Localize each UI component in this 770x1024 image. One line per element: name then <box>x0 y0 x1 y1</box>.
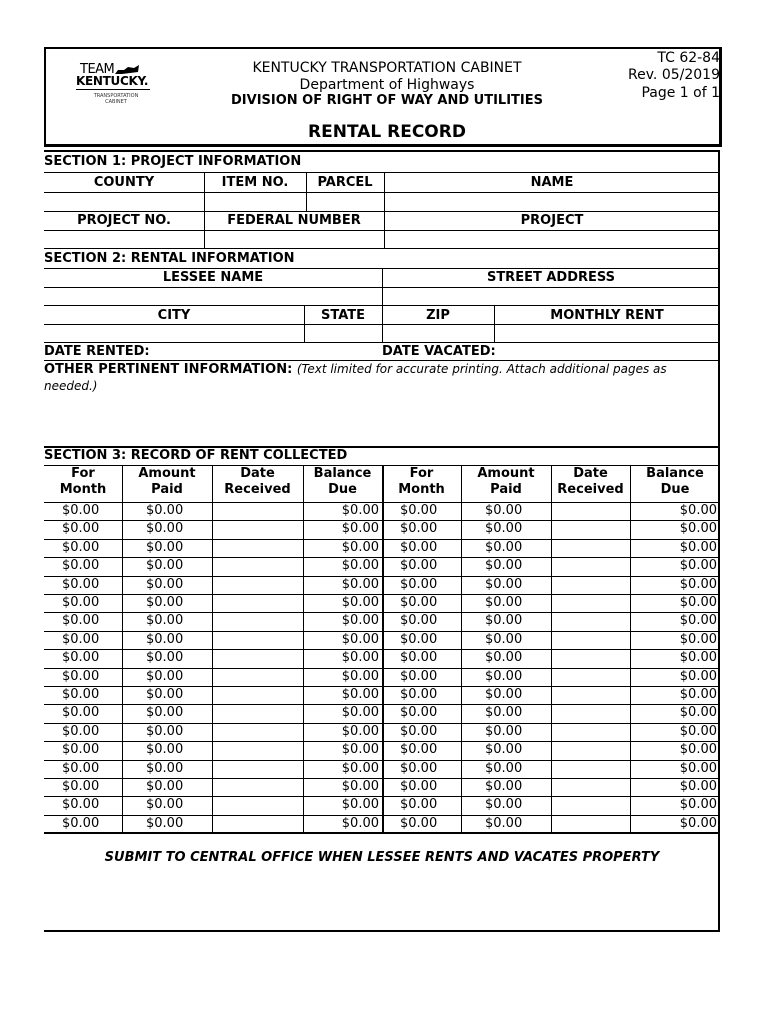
for-month-cell: $0.00 <box>62 797 100 813</box>
divider <box>44 230 720 231</box>
for-month-cell: $0.00 <box>400 539 438 555</box>
section2-heading: SECTION 2: RENTAL INFORMATION <box>44 251 295 266</box>
for-month-cell: $0.00 <box>62 595 100 610</box>
for-month-cell: $0.00 <box>400 631 438 647</box>
parcel-label: PARCEL <box>317 175 373 190</box>
amount-paid-cell: $0.00 <box>146 705 184 721</box>
division-name: DIVISION OF RIGHT OF WAY AND UTILITIES <box>231 93 543 108</box>
divider <box>384 172 385 211</box>
for-month-cell: $0.00 <box>62 613 100 629</box>
balance-due-cell: $0.00 <box>341 650 379 666</box>
divider <box>44 342 720 343</box>
agency-name: KENTUCKY TRANSPORTATION CABINET <box>252 60 522 76</box>
balance-due-cell: $0.00 <box>341 558 379 574</box>
balance-due-cell: $0.00 <box>341 613 379 629</box>
for-month-cell: $0.00 <box>400 558 438 574</box>
other-info-title: OTHER PERTINENT INFORMATION: <box>44 362 293 377</box>
balance-due-cell: $0.00 <box>341 539 379 555</box>
amount-paid-cell: $0.00 <box>485 631 523 647</box>
state-label: STATE <box>320 308 366 323</box>
amount-paid-cell: $0.00 <box>146 613 184 629</box>
for-month-cell: $0.00 <box>400 723 438 739</box>
for-month-cell: $0.00 <box>62 539 100 555</box>
for-month-cell: $0.00 <box>62 668 100 684</box>
balance-due-cell: $0.00 <box>679 668 717 684</box>
rent-column-header: Balance Due <box>646 466 704 497</box>
name-label: NAME <box>530 175 574 190</box>
other-info-note-continued: needed.) <box>44 379 98 393</box>
for-month-cell: $0.00 <box>400 503 438 518</box>
amount-paid-cell: $0.00 <box>485 723 523 739</box>
balance-due-cell: $0.00 <box>679 779 717 794</box>
balance-due-cell: $0.00 <box>341 815 379 831</box>
rent-column-header: Date Received <box>557 466 624 497</box>
balance-due-cell: $0.00 <box>341 631 379 647</box>
balance-due-cell: $0.00 <box>679 631 717 647</box>
section1-heading: SECTION 1: PROJECT INFORMATION <box>44 154 302 169</box>
amount-paid-cell: $0.00 <box>146 723 184 739</box>
for-month-cell: $0.00 <box>400 742 438 758</box>
rent-column-header: Amount Paid <box>477 466 535 497</box>
amount-paid-cell: $0.00 <box>485 687 523 702</box>
for-month-cell: $0.00 <box>400 650 438 666</box>
amount-paid-cell: $0.00 <box>485 613 523 629</box>
amount-paid-cell: $0.00 <box>146 503 184 518</box>
logo-team-text: TEAM <box>80 62 115 77</box>
for-month-cell: $0.00 <box>62 779 100 794</box>
rent-column-header: For Month <box>398 466 445 497</box>
amount-paid-cell: $0.00 <box>146 742 184 758</box>
balance-due-cell: $0.00 <box>341 779 379 794</box>
divider <box>44 150 720 152</box>
amount-paid-cell: $0.00 <box>146 521 184 537</box>
amount-paid-cell: $0.00 <box>485 742 523 758</box>
for-month-cell: $0.00 <box>62 742 100 758</box>
balance-due-cell: $0.00 <box>679 539 717 555</box>
balance-due-cell: $0.00 <box>679 576 717 592</box>
balance-due-cell: $0.00 <box>679 650 717 666</box>
for-month-cell: $0.00 <box>400 797 438 813</box>
divider <box>44 211 720 212</box>
amount-paid-cell: $0.00 <box>146 539 184 555</box>
logo-kentucky-text: KENTUCKY. <box>76 74 149 88</box>
rent-column-header: Amount Paid <box>138 466 196 497</box>
for-month-cell: $0.00 <box>400 595 438 610</box>
divider <box>384 211 385 248</box>
divider <box>44 248 720 249</box>
date-rented-label: DATE RENTED: <box>44 344 150 359</box>
amount-paid-cell: $0.00 <box>146 650 184 666</box>
monthly-rent-label: MONTHLY RENT <box>550 308 664 323</box>
amount-paid-cell: $0.00 <box>485 705 523 721</box>
balance-due-cell: $0.00 <box>679 687 717 702</box>
for-month-cell: $0.00 <box>400 613 438 629</box>
for-month-cell: $0.00 <box>400 668 438 684</box>
balance-due-cell: $0.00 <box>341 521 379 537</box>
item-no-label: ITEM NO. <box>221 175 289 190</box>
balance-due-cell: $0.00 <box>679 613 717 629</box>
for-month-cell: $0.00 <box>62 631 100 647</box>
balance-due-cell: $0.00 <box>341 668 379 684</box>
amount-paid-cell: $0.00 <box>146 558 184 574</box>
amount-paid-cell: $0.00 <box>146 797 184 813</box>
amount-paid-cell: $0.00 <box>485 815 523 831</box>
department-name: Department of Highways <box>299 77 475 93</box>
federal-number-label: FEDERAL NUMBER <box>227 213 361 228</box>
balance-due-cell: $0.00 <box>341 760 379 776</box>
balance-due-cell: $0.00 <box>679 760 717 776</box>
balance-due-cell: $0.00 <box>679 503 717 518</box>
form-title: RENTAL RECORD <box>308 122 466 142</box>
balance-due-cell: $0.00 <box>679 723 717 739</box>
balance-due-cell: $0.00 <box>341 576 379 592</box>
divider <box>382 305 383 342</box>
divider <box>204 211 205 248</box>
balance-due-cell: $0.00 <box>679 558 717 574</box>
other-info-label <box>44 362 667 377</box>
street-address-label: STREET ADDRESS <box>486 270 616 285</box>
rent-column-header: Date Received <box>224 466 291 497</box>
for-month-cell: $0.00 <box>62 815 100 831</box>
amount-paid-cell: $0.00 <box>485 779 523 794</box>
submit-instruction: SUBMIT TO CENTRAL OFFICE WHEN LESSEE RENTS AND VACATES PROPERTY <box>104 850 660 865</box>
amount-paid-cell: $0.00 <box>485 650 523 666</box>
divider <box>494 305 495 342</box>
amount-paid-cell: $0.00 <box>485 558 523 574</box>
logo-sub-text: TRANSPORTATION CABINET <box>93 93 139 105</box>
balance-due-cell: $0.00 <box>341 687 379 702</box>
for-month-cell: $0.00 <box>400 760 438 776</box>
for-month-cell: $0.00 <box>400 815 438 831</box>
for-month-cell: $0.00 <box>400 521 438 537</box>
zip-label: ZIP <box>426 308 450 323</box>
divider <box>44 192 720 193</box>
for-month-cell: $0.00 <box>62 576 100 592</box>
amount-paid-cell: $0.00 <box>146 760 184 776</box>
balance-due-cell: $0.00 <box>341 705 379 721</box>
rent-column-header: Balance Due <box>313 466 372 497</box>
amount-paid-cell: $0.00 <box>485 503 523 518</box>
for-month-cell: $0.00 <box>62 687 100 702</box>
date-vacated-label: DATE VACATED: <box>382 344 496 359</box>
balance-due-cell: $0.00 <box>679 705 717 721</box>
amount-paid-cell: $0.00 <box>146 668 184 684</box>
for-month-cell: $0.00 <box>62 521 100 537</box>
amount-paid-cell: $0.00 <box>485 576 523 592</box>
amount-paid-cell: $0.00 <box>485 668 523 684</box>
form-revision: Rev. 05/2019 <box>628 67 720 83</box>
divider <box>382 268 383 305</box>
amount-paid-cell: $0.00 <box>485 595 523 610</box>
section3-heading: SECTION 3: RECORD OF RENT COLLECTED <box>44 448 348 463</box>
for-month-cell: $0.00 <box>400 779 438 794</box>
balance-due-cell: $0.00 <box>679 797 717 813</box>
balance-due-cell: $0.00 <box>341 723 379 739</box>
balance-due-cell: $0.00 <box>341 595 379 610</box>
balance-due-cell: $0.00 <box>341 797 379 813</box>
form-number: TC 62-84 <box>657 50 720 66</box>
for-month-cell: $0.00 <box>400 705 438 721</box>
for-month-cell: $0.00 <box>62 705 100 721</box>
city-label: CITY <box>157 308 191 323</box>
amount-paid-cell: $0.00 <box>146 595 184 610</box>
for-month-cell: $0.00 <box>62 503 100 518</box>
for-month-cell: $0.00 <box>62 650 100 666</box>
amount-paid-cell: $0.00 <box>146 779 184 794</box>
balance-due-cell: $0.00 <box>679 815 717 831</box>
divider <box>204 172 205 211</box>
balance-due-cell: $0.00 <box>679 521 717 537</box>
project-no-label: PROJECT NO. <box>77 213 171 228</box>
for-month-cell: $0.00 <box>62 760 100 776</box>
balance-due-cell: $0.00 <box>679 595 717 610</box>
divider <box>304 305 305 342</box>
rental-record-form <box>44 150 720 932</box>
balance-due-cell: $0.00 <box>341 503 379 518</box>
amount-paid-cell: $0.00 <box>146 576 184 592</box>
amount-paid-cell: $0.00 <box>146 631 184 647</box>
team-kentucky-logo <box>74 60 158 110</box>
lessee-name-label: LESSEE NAME <box>162 270 264 285</box>
amount-paid-cell: $0.00 <box>485 521 523 537</box>
divider <box>306 172 307 211</box>
divider <box>44 360 720 361</box>
project-label: PROJECT <box>520 213 584 228</box>
for-month-cell: $0.00 <box>62 723 100 739</box>
rent-column-header: For Month <box>59 466 107 497</box>
county-label: COUNTY <box>93 175 155 190</box>
balance-due-cell: $0.00 <box>341 742 379 758</box>
amount-paid-cell: $0.00 <box>146 687 184 702</box>
page-number: Page 1 of 1 <box>641 85 720 101</box>
amount-paid-cell: $0.00 <box>485 760 523 776</box>
for-month-cell: $0.00 <box>62 558 100 574</box>
for-month-cell: $0.00 <box>400 576 438 592</box>
balance-due-cell: $0.00 <box>679 742 717 758</box>
for-month-cell: $0.00 <box>400 687 438 702</box>
amount-paid-cell: $0.00 <box>485 539 523 555</box>
amount-paid-cell: $0.00 <box>146 815 184 831</box>
other-info-note: (Text limited for accurate printing. Attach additional pages as <box>296 362 667 376</box>
amount-paid-cell: $0.00 <box>485 797 523 813</box>
divider <box>44 172 720 173</box>
